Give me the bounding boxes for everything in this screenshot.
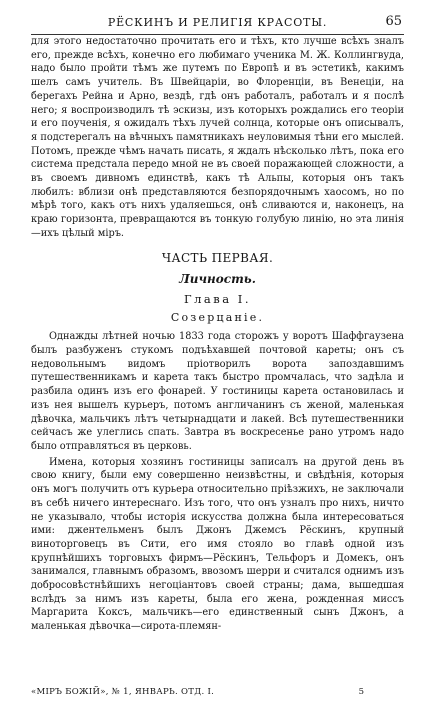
running-title: РЁСКИНЪ И РЕЛИГІЯ КРАСОТЫ. xyxy=(107,16,328,29)
paragraph: Имена, которыя хозяинъ гостиницы записалъ на другой день въ свою книгу, были ему совершенно неизвѣстны, и свѣдѣнія, которыя онъ могъ получить отъ курьера относительно пріѣзжихъ, не заключали въ себѣ ничего интереснаго. Изъ того, что онъ узналъ про нихъ, ничто не указывало, чтобы исторія искусства должна была интересоваться ими: джентельменъ былъ Джонъ Джемсъ Рёскинъ, крупный виноторговецъ въ Сити, его имя стояло во главѣ одной изъ крупнѣйшихъ торговыхъ фирмъ—Рёскинъ, Тельфоръ и Домекъ, онъ занимался, главнымъ образомъ, ввозомъ шерри и считался однимъ изъ добросовѣстнѣйшихъ негоціантовъ своей страны; дама, вышедшая вслѣдъ за нимъ изъ кареты, была его жена, рожденная миссъ Маргарита Коксъ, мальчикъ—его единственный сынъ Джонъ, а маленькая дѣвочка—сирота-племян- xyxy=(31,456,404,633)
chapter-title: Глава I. xyxy=(184,291,251,306)
part-subtitle: Личность. xyxy=(179,272,256,287)
running-header xyxy=(31,16,404,35)
part-title: ЧАСТЬ ПЕРВАЯ. xyxy=(161,250,274,265)
book-page xyxy=(0,16,434,716)
paragraph: Однажды лѣтней ночью 1833 года сторожъ у воротъ Шаффгаузена былъ разбуженъ стукомъ подъѣхавшей почтовой кареты; онъ съ недовольнымъ видомъ пріотворилъ ворота запоздавшимъ путешественникамъ и карета такъ быстро промчалась, что задѣла и разбила одинъ изъ его фонарей. У гостиницы карета остановилась и изъ нея вышелъ курьеръ, потомъ англичанинъ съ женой, маленькая дѣвочка, мальчикъ лѣтъ четырнадцати и лакей. Всѣ путешественники сейчасъ же улеглись спать. Завтра въ воскресенье рано утромъ надо было отправляться въ церковь. xyxy=(31,331,404,452)
footer-signature-number: 5 xyxy=(358,687,364,697)
page-number: 65 xyxy=(385,14,402,29)
continuation-paragraph: для этого недостаточно прочитать его и тѣхъ, кто лучше всѣхъ зналъ его, прежде всѣхъ, конечно его любимаго ученика М. Ж. Коллингвуда, надо было пройти тѣмъ же путемъ по Европѣ и въ эстетикѣ, какимъ шелъ самъ учитель. Въ Швейцаріи, во Флоренціи, въ Венеціи, на берегахъ Рейна и Арно, вездѣ, гдѣ онъ работалъ, работалъ и я послѣ него; я воспроизводилъ тѣ эскизы, изъ которыхъ рождались его теоріи и его поученія, я ожидалъ тѣхъ лучей солнца, которые онъ описывалъ, я подстерегалъ на вѣчныхъ памятникахъ неуловимыя тѣни его мыслей. Потомъ, прежде чѣмъ начать писать, я ждалъ нѣсколько лѣтъ, пока его система предстала передо мной не въ своей поражающей сложности, а въ своемъ дивномъ единствѣ, какъ тѣ Альпы, которыя онъ такъ любилъ: вблизи онѣ представляются безпорядочнымъ хаосомъ, но по мѣрѣ того, какъ отъ нихъ удаляешься, онѣ сливаются и, наконецъ, на краю горизонта, превращаются въ тонкую голубую линію, но эта линія—ихъ цѣлый міръ. xyxy=(31,36,404,239)
chapter-subtitle: Созерцаніе. xyxy=(170,310,265,324)
footer-signature: «МІРЪ БОЖІЙ», № 1, ЯНВАРЬ. ОТД. I. xyxy=(31,687,215,697)
page-body xyxy=(31,35,404,634)
